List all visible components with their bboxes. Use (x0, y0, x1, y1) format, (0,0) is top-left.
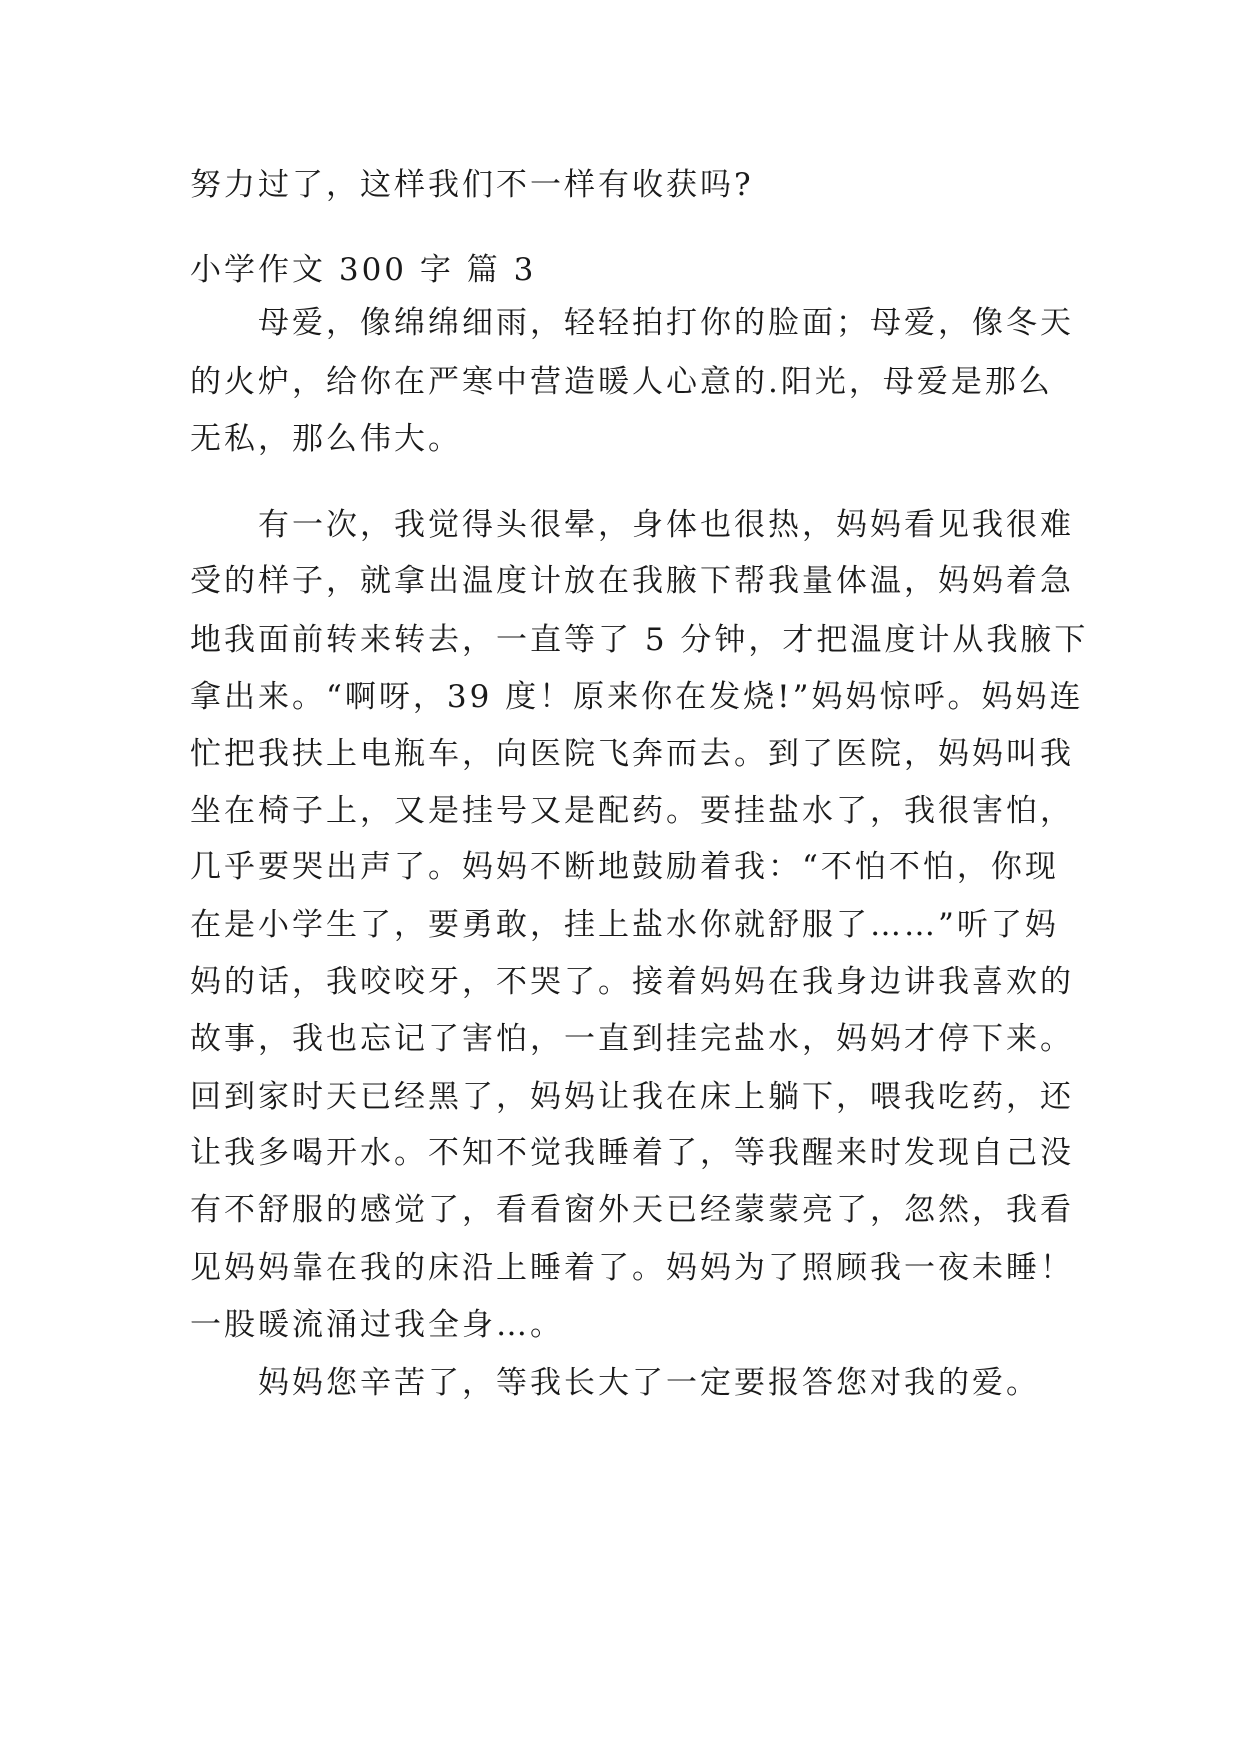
paragraph-line: 妈的话，我咬咬牙，不哭了。接着妈妈在我身边讲我喜欢的 (190, 964, 1074, 1000)
paragraph-line: 无私，那么伟大。 (190, 421, 462, 457)
paragraph-line: 的火炉，给你在严寒中营造暖人心意的.阳光，母爱是那么 (190, 364, 1053, 400)
paragraph-line: 见妈妈靠在我的床沿上睡着了。妈妈为了照顾我一夜未睡！ (190, 1250, 1074, 1286)
paragraph-line: 几乎要哭出声了。妈妈不断地鼓励着我：“不怕不怕，你现 (190, 849, 1059, 885)
paragraph-line: 回到家时天已经黑了，妈妈让我在床上躺下，喂我吃药，还 (190, 1079, 1074, 1115)
paragraph-line: 妈妈您辛苦了，等我长大了一定要报答您对我的爱。 (190, 1365, 1040, 1401)
paragraph-line: 让我多喝开水。不知不觉我睡着了，等我醒来时发现自己没 (190, 1135, 1074, 1171)
paragraph-line: 有一次，我觉得头很晕，身体也很热，妈妈看见我很难 (190, 507, 1074, 543)
paragraph-line: 坐在椅子上，又是挂号又是配药。要挂盐水了，我很害怕， (190, 793, 1074, 829)
paragraph-line: 有不舒服的感觉了，看看窗外天已经蒙蒙亮了，忽然，我看 (190, 1192, 1074, 1228)
paragraph-line: 故事，我也忘记了害怕，一直到挂完盐水，妈妈才停下来。 (190, 1021, 1074, 1057)
paragraph-line: 在是小学生了，要勇敢，挂上盐水你就舒服了……”听了妈 (190, 907, 1059, 943)
paragraph-line: 地我面前转来转去，一直等了 5 分钟，才把温度计从我腋下 (190, 622, 1089, 658)
paragraph-line: 母爱，像绵绵细雨，轻轻拍打你的脸面；母爱，像冬天 (190, 305, 1074, 341)
section-heading: 小学作文 300 字 篇 3 (190, 252, 537, 288)
paragraph-line: 受的样子，就拿出温度计放在我腋下帮我量体温，妈妈着急 (190, 563, 1074, 599)
paragraph-line: 拿出来。“啊呀，39 度！原来你在发烧!”妈妈惊呼。妈妈连 (190, 679, 1084, 715)
paragraph-line: 努力过了，这样我们不一样有收获吗? (190, 167, 754, 203)
paragraph-line: 一股暖流涌过我全身…。 (190, 1307, 564, 1343)
paragraph-line: 忙把我扶上电瓶车，向医院飞奔而去。到了医院，妈妈叫我 (190, 736, 1074, 772)
